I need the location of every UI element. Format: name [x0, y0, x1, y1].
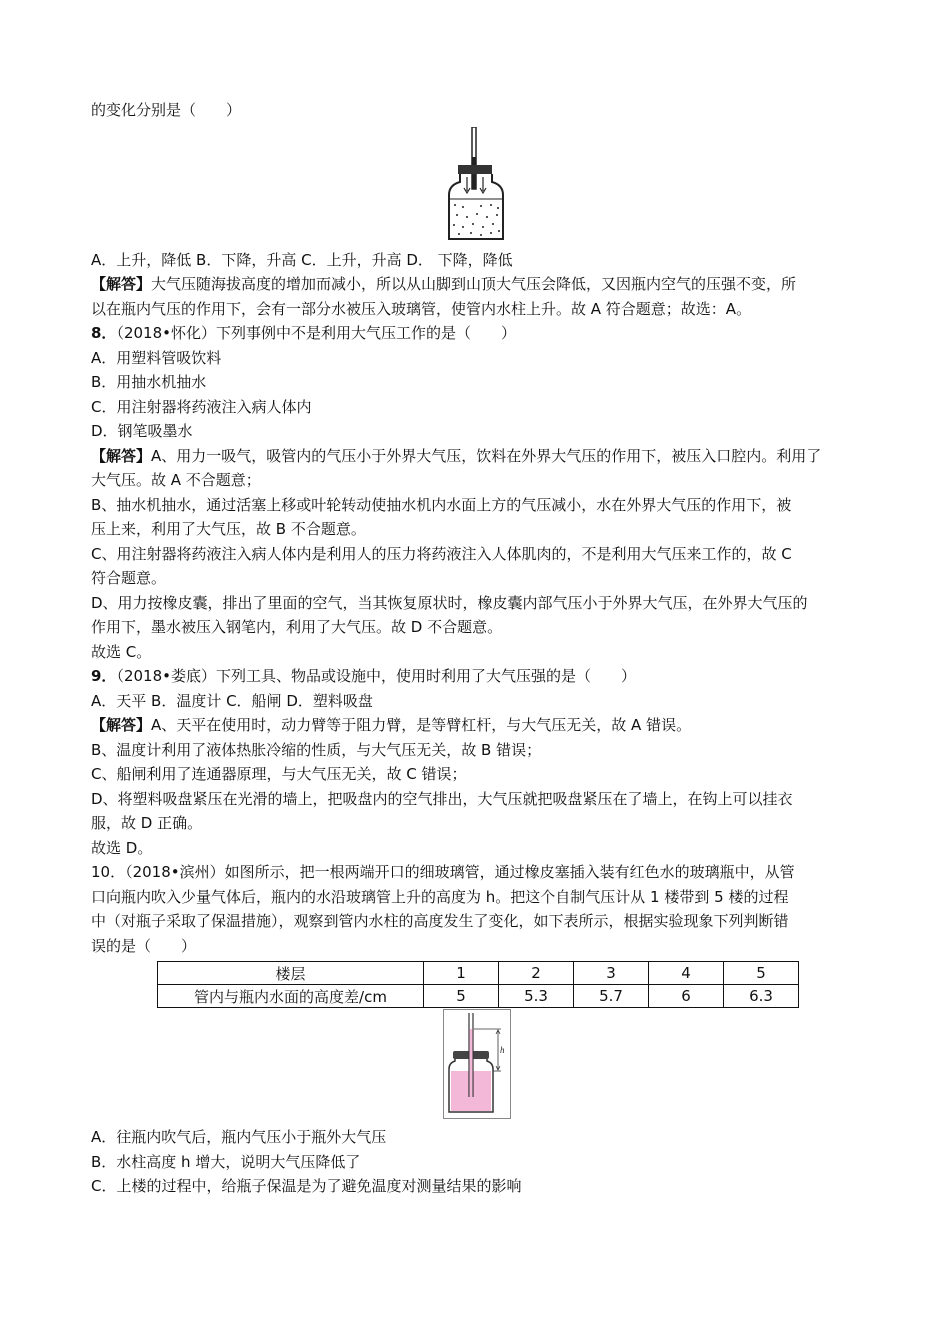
q8-stem: 8．（2018•怀化）下列事例中不是利用大气压工作的是（ ） — [91, 324, 516, 342]
q7-stem-tail: 的变化分别是（ ） — [91, 101, 242, 119]
table-cell: 5.7 — [574, 985, 649, 1008]
q8-answer-a-line-1: 【解答】A、用力一吸气，吸管内的气压小于外界大气压，饮料在外界大气压的作用下，被压入口腔内。利用了 — [91, 446, 822, 465]
q9-answer-b: B、温度计利用了液体热胀冷缩的性质，与大气压无关，故 B 错误； — [91, 740, 542, 759]
bottle-barometer-figure — [91, 127, 863, 242]
q10-option-c: C．上楼的过程中，给瓶子保温是为了避免温度对测量结果的影响 — [91, 1177, 522, 1195]
q7-options: A．上升，降低 B．下降，升高 C．上升，升高 D． 下降，降低 — [91, 250, 513, 269]
floor-height-table — [157, 961, 799, 1008]
q8-option-c: C．用注射器将药液注入病人体内 — [91, 397, 312, 416]
q10-option-b: B．水柱高度 h 增大，说明大气压降低了 — [91, 1152, 361, 1171]
q10-option-a: A．往瓶内吹气后，瓶内气压小于瓶外大气压 — [91, 1128, 387, 1146]
q10-stem-line-4: 误的是（ ） — [91, 936, 197, 955]
q8-answer-c-line-1: C、用注射器将药液注入病人体内是利用人的压力将药液注入人体肌肉的，不是利用大气压来工作的，故 C — [91, 544, 792, 563]
height-label: h — [500, 1045, 505, 1055]
table-cell: 5 — [424, 985, 499, 1008]
q7-answer-line-1: 【解答】大气压随海拔高度的增加而减小，所以从山脚到山顶大气压会降低，又因瓶内空气的压强不变，所 — [91, 275, 797, 293]
answer-tag: 【解答】 — [91, 446, 152, 465]
question-number: 10． — [91, 863, 126, 881]
q8-choice: 故选 C。 — [91, 642, 152, 661]
q10-stem-line-3: 中（对瓶子采取了保温措施），观察到管内水柱的高度发生了变化，如下表所示，根据实验现象下列判断错 — [91, 912, 789, 930]
question-number: 9． — [91, 667, 117, 685]
bottle-barometer-illustration — [445, 127, 509, 242]
q9-answer-c: C、船闸利用了连通器原理，与大气压无关，故 C 错误； — [91, 765, 467, 783]
table-cell: 1 — [424, 962, 499, 985]
table-cell: 3 — [574, 962, 649, 985]
q8-answer-c-line-2: 符合题意。 — [91, 569, 167, 587]
q9-answer-d-line-1: D、将塑料吸盘紧压在光滑的墙上，把吸盘内的空气排出，大气压就把吸盘紧压在了墙上，在钩上可以挂衣 — [91, 789, 793, 808]
table-cell: 2 — [499, 962, 574, 985]
table-cell: 6 — [649, 985, 724, 1008]
table-cell: 5 — [724, 962, 799, 985]
q10-stem-line-1: 10．（2018•滨州）如图所示，把一根两端开口的细玻璃管，通过橡皮塞插入装有红色水的玻璃瓶中，从管 — [91, 863, 795, 881]
q9-stem: 9．（2018•娄底）下列工具、物品或设施中，使用时利用了大气压强的是（ ） — [91, 667, 636, 685]
q9-choice: 故选 D。 — [91, 838, 153, 857]
homemade-barometer-figure — [91, 1009, 863, 1119]
q8-option-d: D．钢笔吸墨水 — [91, 422, 193, 440]
answer-tag: 【解答】 — [91, 275, 152, 293]
q8-answer-d-line-1: D、用力按橡皮囊，排出了里面的空气，当其恢复原状时，橡皮囊内部气压小于外界大气压，在外界大气压的 — [91, 593, 808, 612]
q8-answer-a-line-2: 大气压。故 A 不合题意； — [91, 471, 261, 489]
q8-answer-d-line-2: 作用下，墨水被压入钢笔内，利用了大气压。故 D 不合题意。 — [91, 618, 503, 636]
table-row — [158, 962, 799, 985]
table-header-cell: 管内与瓶内水面的高度差/cm — [158, 985, 424, 1008]
q8-answer-b-line-2: 压上来，利用了大气压，故 B 不合题意。 — [91, 520, 366, 538]
q8-option-a: A．用塑料管吸饮料 — [91, 348, 222, 367]
document-page — [91, 98, 863, 1199]
q9-answer-a: 【解答】A、天平在使用时，动力臂等于阻力臂，是等臂杠杆，与大气压无关，故 A 错误。 — [91, 716, 692, 734]
q9-options: A．天平 B．温度计 C．船闸 D．塑料吸盘 — [91, 691, 373, 710]
table-row — [158, 985, 799, 1008]
homemade-barometer-illustration — [443, 1009, 511, 1119]
table-cell: 6.3 — [724, 985, 799, 1008]
q7-answer-line-2: 以在瓶内气压的作用下，会有一部分水被压入玻璃管，使管内水柱上升。故 A 符合题意；故选：A。 — [91, 299, 752, 318]
question-number: 8． — [91, 324, 117, 342]
table-cell: 5.3 — [499, 985, 574, 1008]
table-header-cell: 楼层 — [158, 962, 424, 985]
q8-option-b: B．用抽水机抽水 — [91, 373, 207, 391]
q9-answer-d-line-2: 服，故 D 正确。 — [91, 814, 203, 832]
answer-tag: 【解答】 — [91, 716, 152, 734]
q8-answer-b-line-1: B、抽水机抽水，通过活塞上移或叶轮转动使抽水机内水面上方的气压减小，水在外界大气压的作用下，被 — [91, 495, 792, 514]
table-cell: 4 — [649, 962, 724, 985]
q10-stem-line-2: 口向瓶内吹入少量气体后，瓶内的水沿玻璃管上升的高度为 h。把这个自制气压计从 1 楼带到 5 楼的过程 — [91, 887, 789, 906]
